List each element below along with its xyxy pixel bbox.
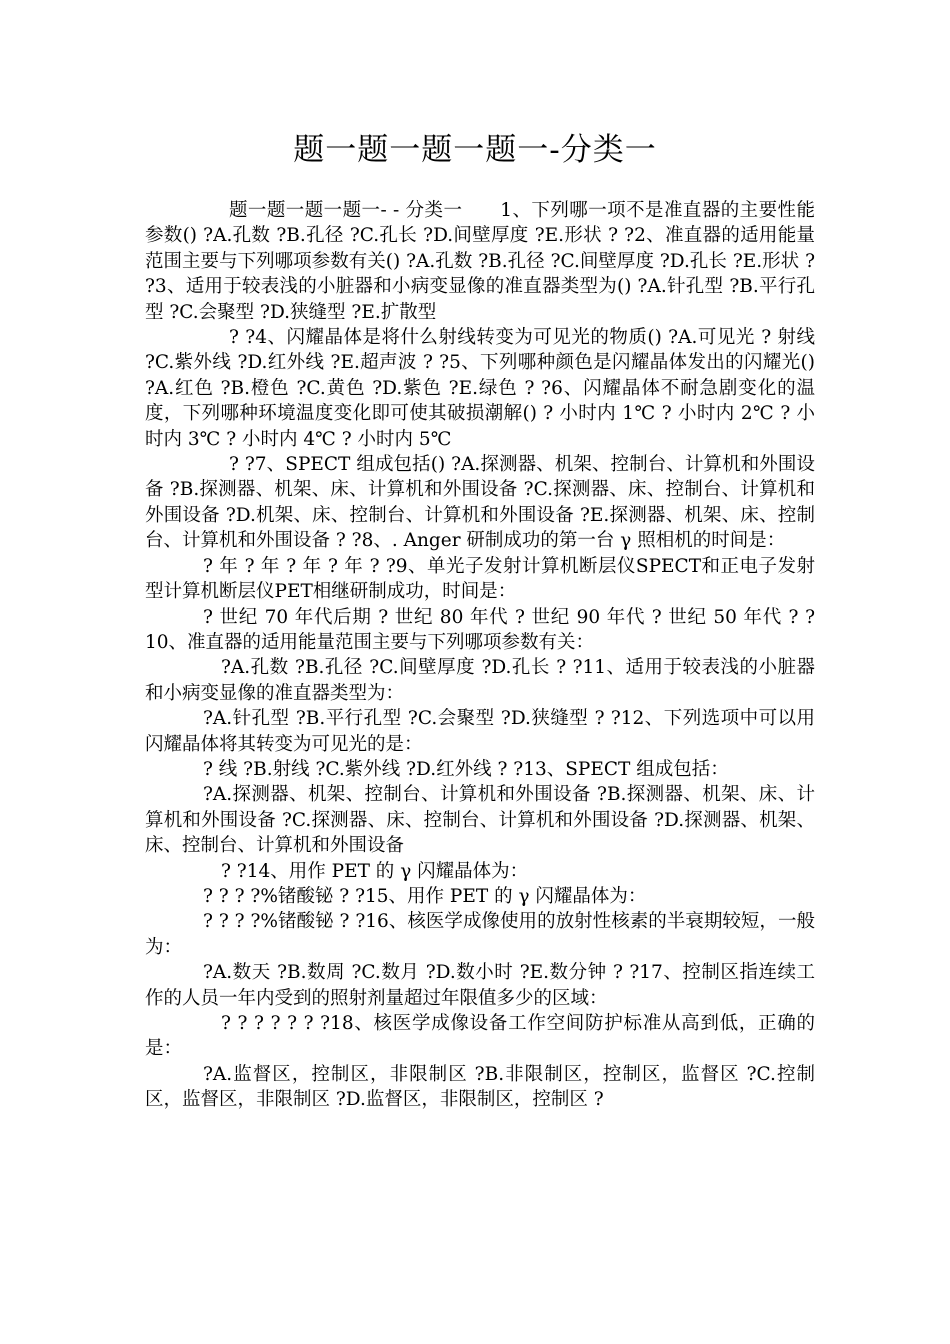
paragraph: ? ?4、闪耀晶体是将什么射线转变为可见光的物质() ?A.可见光 ? 射线 ?C.紫外线 ?D.红外线 ?E.超声波 ? ?5、下列哪种颜色是闪耀晶体发出的闪耀光() ?A.红色 ?B.橙色 ?C.黄色 ?D.紫色 ?E.绿色 ? ?6、闪耀晶体不耐急剧变化的温度，下列哪种环境温度变化即可使其破损潮解() ? 小时内 1℃ ? 小时内 2℃ ? 小时内 3℃ ? 小时内 4℃ ? 小时内 5℃ — [145, 327, 815, 450]
document-body — [145, 198, 815, 1113]
paragraph: ?A.监督区，控制区，非限制区 ?B.非限制区，控制区，监督区 ?C.控制区，监督区，非限制区 ?D.监督区，非限制区，控制区 ? — [145, 1063, 815, 1111]
paragraph: ? ? ? ?%锗酸铋 ? ?16、核医学成像使用的放射性核素的半衰期较短，一般为： — [145, 911, 815, 958]
paragraph: ?A.数天 ?B.数周 ?C.数月 ?D.数小时 ?E.数分钟 ? ?17、控制区指连续工作的人员一年内受到的照射剂量超过年限值多少的区域： — [145, 962, 815, 1009]
paragraph: ? ? ? ?%锗酸铋 ? ?15、用作 PET 的 γ 闪耀晶体为： — [203, 885, 647, 907]
paragraph: 题一题一题一题一- - 分类一 1、下列哪一项不是准直器的主要性能参数() ?A.孔数 ?B.孔径 ?C.孔长 ?D.间壁厚度 ?E.形状 ? ?2、准直器的适用能量范围主要与下列哪项参数有关() ?A.孔数 ?B.孔径 ?C.间壁厚度 ?D.孔长 ?E.形状 ? ?3、适用于较表浅的小脏器和小病变显像的准直器类型为() ?A.针孔型 ?B.平行孔型 ?C.会聚型 ?D.狭缝型 ?E.扩散型 — [145, 200, 815, 323]
paragraph: ?A.探测器、机架、控制台、计算机和外围设备 ?B.探测器、机架、床、计算机和外围设备 ?C.探测器、床、控制台、计算机和外围设备 ?D.探测器、机架、床、控制台、计算机和外围设备 — [145, 784, 815, 857]
paragraph: ? ?14、用作 PET 的 γ 闪耀晶体为： — [221, 860, 529, 882]
paragraph: ? 年 ? 年 ? 年 ? 年 ? ?9、单光子发射计算机断层仪SPECT和正电子发射型计算机断层仪PET相继研制成功，时间是： — [145, 555, 815, 603]
paragraph: ? 线 ?B.射线 ?C.紫外线 ?D.红外线 ? ?13、SPECT 组成包括： — [203, 758, 729, 780]
paragraph: ?A.针孔型 ?B.平行孔型 ?C.会聚型 ?D.狭缝型 ? ?12、下列选项中可以用闪耀晶体将其转变为可见光的是： — [145, 708, 815, 755]
paragraph: ? 世纪 70 年代后期 ? 世纪 80 年代 ? 世纪 90 年代 ? 世纪 50 年代 ? ?10、准直器的适用能量范围主要与下列哪项参数有关： — [145, 606, 815, 653]
paragraph: ?A.孔数 ?B.孔径 ?C.间壁厚度 ?D.孔长 ? ?11、适用于较表浅的小脏器和小病变显像的准直器类型为： — [145, 657, 815, 704]
document-title: 题一题一题一题一-分类一 — [293, 132, 657, 168]
paragraph: ? ? ? ? ? ? ?18、核医学成像设备工作空间防护标准从高到低，正确的是： — [145, 1013, 815, 1060]
paragraph: ? ?7、SPECT 组成包括() ?A.探测器、机架、控制台、计算机和外围设备 ?B.探测器、机架、床、计算机和外围设备 ?C.探测器、床、控制台、计算机和外围设备 ?D.机架、床、控制台、计算机和外围设备 ?E.探测器、机架、床、控制台、计算机和外围设备 ? ?8、. Anger 研制成功的第一台 γ 照相机的时间是： — [145, 454, 815, 552]
